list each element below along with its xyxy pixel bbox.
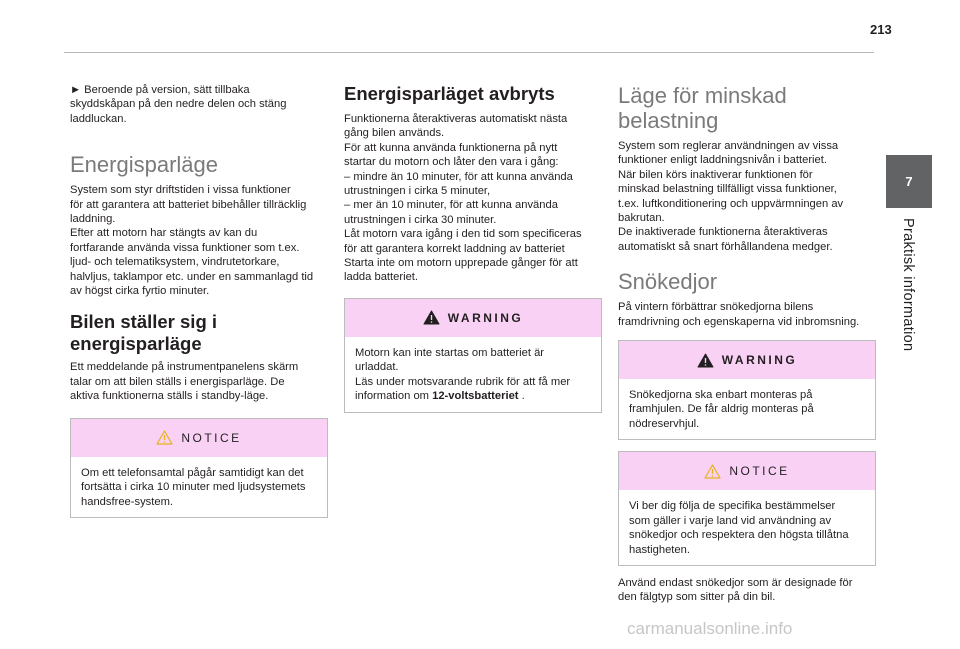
- warning-box: [344, 298, 602, 413]
- column-3: [618, 83, 876, 605]
- column-1: [70, 83, 328, 518]
- snokedjor-notice-body: Vi ber dig följa de specifika bestämmelser som gäller i varje land vid användning av snökedjor och respektera den högsta tillåtna hastigheten.: [629, 500, 849, 556]
- heading-snokedjor: Snökedjor: [618, 269, 718, 295]
- intro-paragraph: ► Beroende på version, sätt tillbaka skyddskåpan på den nedre delen och stäng laddluckan.: [70, 84, 287, 125]
- snokedjor-notice-header: [619, 452, 875, 490]
- notice-triangle-icon: [704, 464, 721, 479]
- warning-body: Motorn kan inte startas om batteriet är urladdat. Läs under motsvarande rubrik för att få mer information om 12-voltsbatteriet .: [355, 346, 571, 403]
- battery-reference: 12-voltsbatteriet: [432, 390, 519, 403]
- snokedjor-warning-title: WARNING: [721, 353, 798, 368]
- snokedjor-notice-box: [618, 451, 876, 566]
- heading-energisparlaget-avbryts: Energisparläget avbryts: [344, 83, 555, 104]
- snokedjor-warning-header: [619, 341, 875, 379]
- column-2: [344, 83, 602, 413]
- bilen-staller-sig-paragraph: Ett meddelande på instrumentpanelens skärm talar om att bilen ställs i energisparläge. De aktiva funktionerna ställs i standby-läge.: [70, 361, 299, 403]
- snokedjor-paragraph: På vintern förbättrar snökedjorna bilens framdrivning och egenskaperna vid inbromsning.: [618, 301, 860, 328]
- notice-body: Om ett telefonsamtal pågår samtidigt kan det fortsätta i cirka 10 minuter med ljudsystemets handsfree-system.: [81, 466, 306, 508]
- warning-triangle-icon: [697, 353, 714, 368]
- snokedjor-notice-title: NOTICE: [729, 464, 790, 479]
- notice-title: NOTICE: [181, 430, 242, 445]
- notice-box: [70, 418, 328, 518]
- minskad-belastning-paragraph: System som reglerar användningen av vissa funktioner enligt laddningsnivån i batteriet. När bilen körs inaktiverar funktionen för minskad belastning tillfälligt vissa funktioner, t.ex. luftkonditionering och uppvärmningen av bakrutan. De inaktiverade funktionerna återaktiveras automatiskt så snart förhållandena medger.: [618, 140, 844, 253]
- heading-bilen-staller-sig: Bilen ställer sig i energisparläge: [70, 311, 218, 355]
- page-number: 213: [870, 22, 892, 37]
- notice-header: [71, 419, 327, 457]
- watermark: carmanualsonline.info: [627, 619, 793, 638]
- warning-triangle-icon: [423, 310, 440, 325]
- snokedjor-footer-paragraph: Använd endast snökedjor som är designade för den fälgtyp som sitter på din bil.: [618, 576, 853, 604]
- chapter-title: Praktisk information: [900, 218, 916, 352]
- notice-triangle-icon: [156, 430, 173, 445]
- header-rule: [64, 52, 874, 53]
- warning-title: WARNING: [447, 310, 524, 325]
- energisparlage-paragraph: System som styr driftstiden i vissa funktioner för att garantera att batteriet bibehåller tillräcklig laddning. Efter att motorn har stängts av kan du fortfarande använda vissa funktioner som t.ex. ljud- och telematiksystem, vindrutetorkare, halvljus, taklampor etc. under en sammanlagd tid av högst cirka fyrtio minuter.: [70, 184, 314, 298]
- snokedjor-warning-body: Snökedjorna ska enbart monteras på framhjulen. De får aldrig monteras på nödreservhjul.: [629, 389, 814, 430]
- heading-energisparlage: Energisparläge: [70, 152, 218, 178]
- warning-header: [345, 299, 601, 337]
- snokedjor-warning-box: [618, 340, 876, 440]
- avbryts-paragraph: Funktionerna återaktiveras automatiskt nästa gång bilen används. För att kunna använda funktionerna på nytt startar du motorn och låter den vara i gång: – mindre än 10 minuter, för att kunna använda utrustningen i cirka 5 minuter, – mer än 10 minuter, för att kunna använda utrustningen i cirka 30 minuter. Låt motorn vara igång i den tid som specificeras för att garantera korrekt laddning av batteriet Starta inte om motorn upprepade gånger för att ladda batteriet.: [344, 113, 582, 284]
- chapter-tab: 7: [886, 155, 932, 208]
- heading-lage-for-minskad-belastning: Läge för minskad belastning: [618, 83, 787, 133]
